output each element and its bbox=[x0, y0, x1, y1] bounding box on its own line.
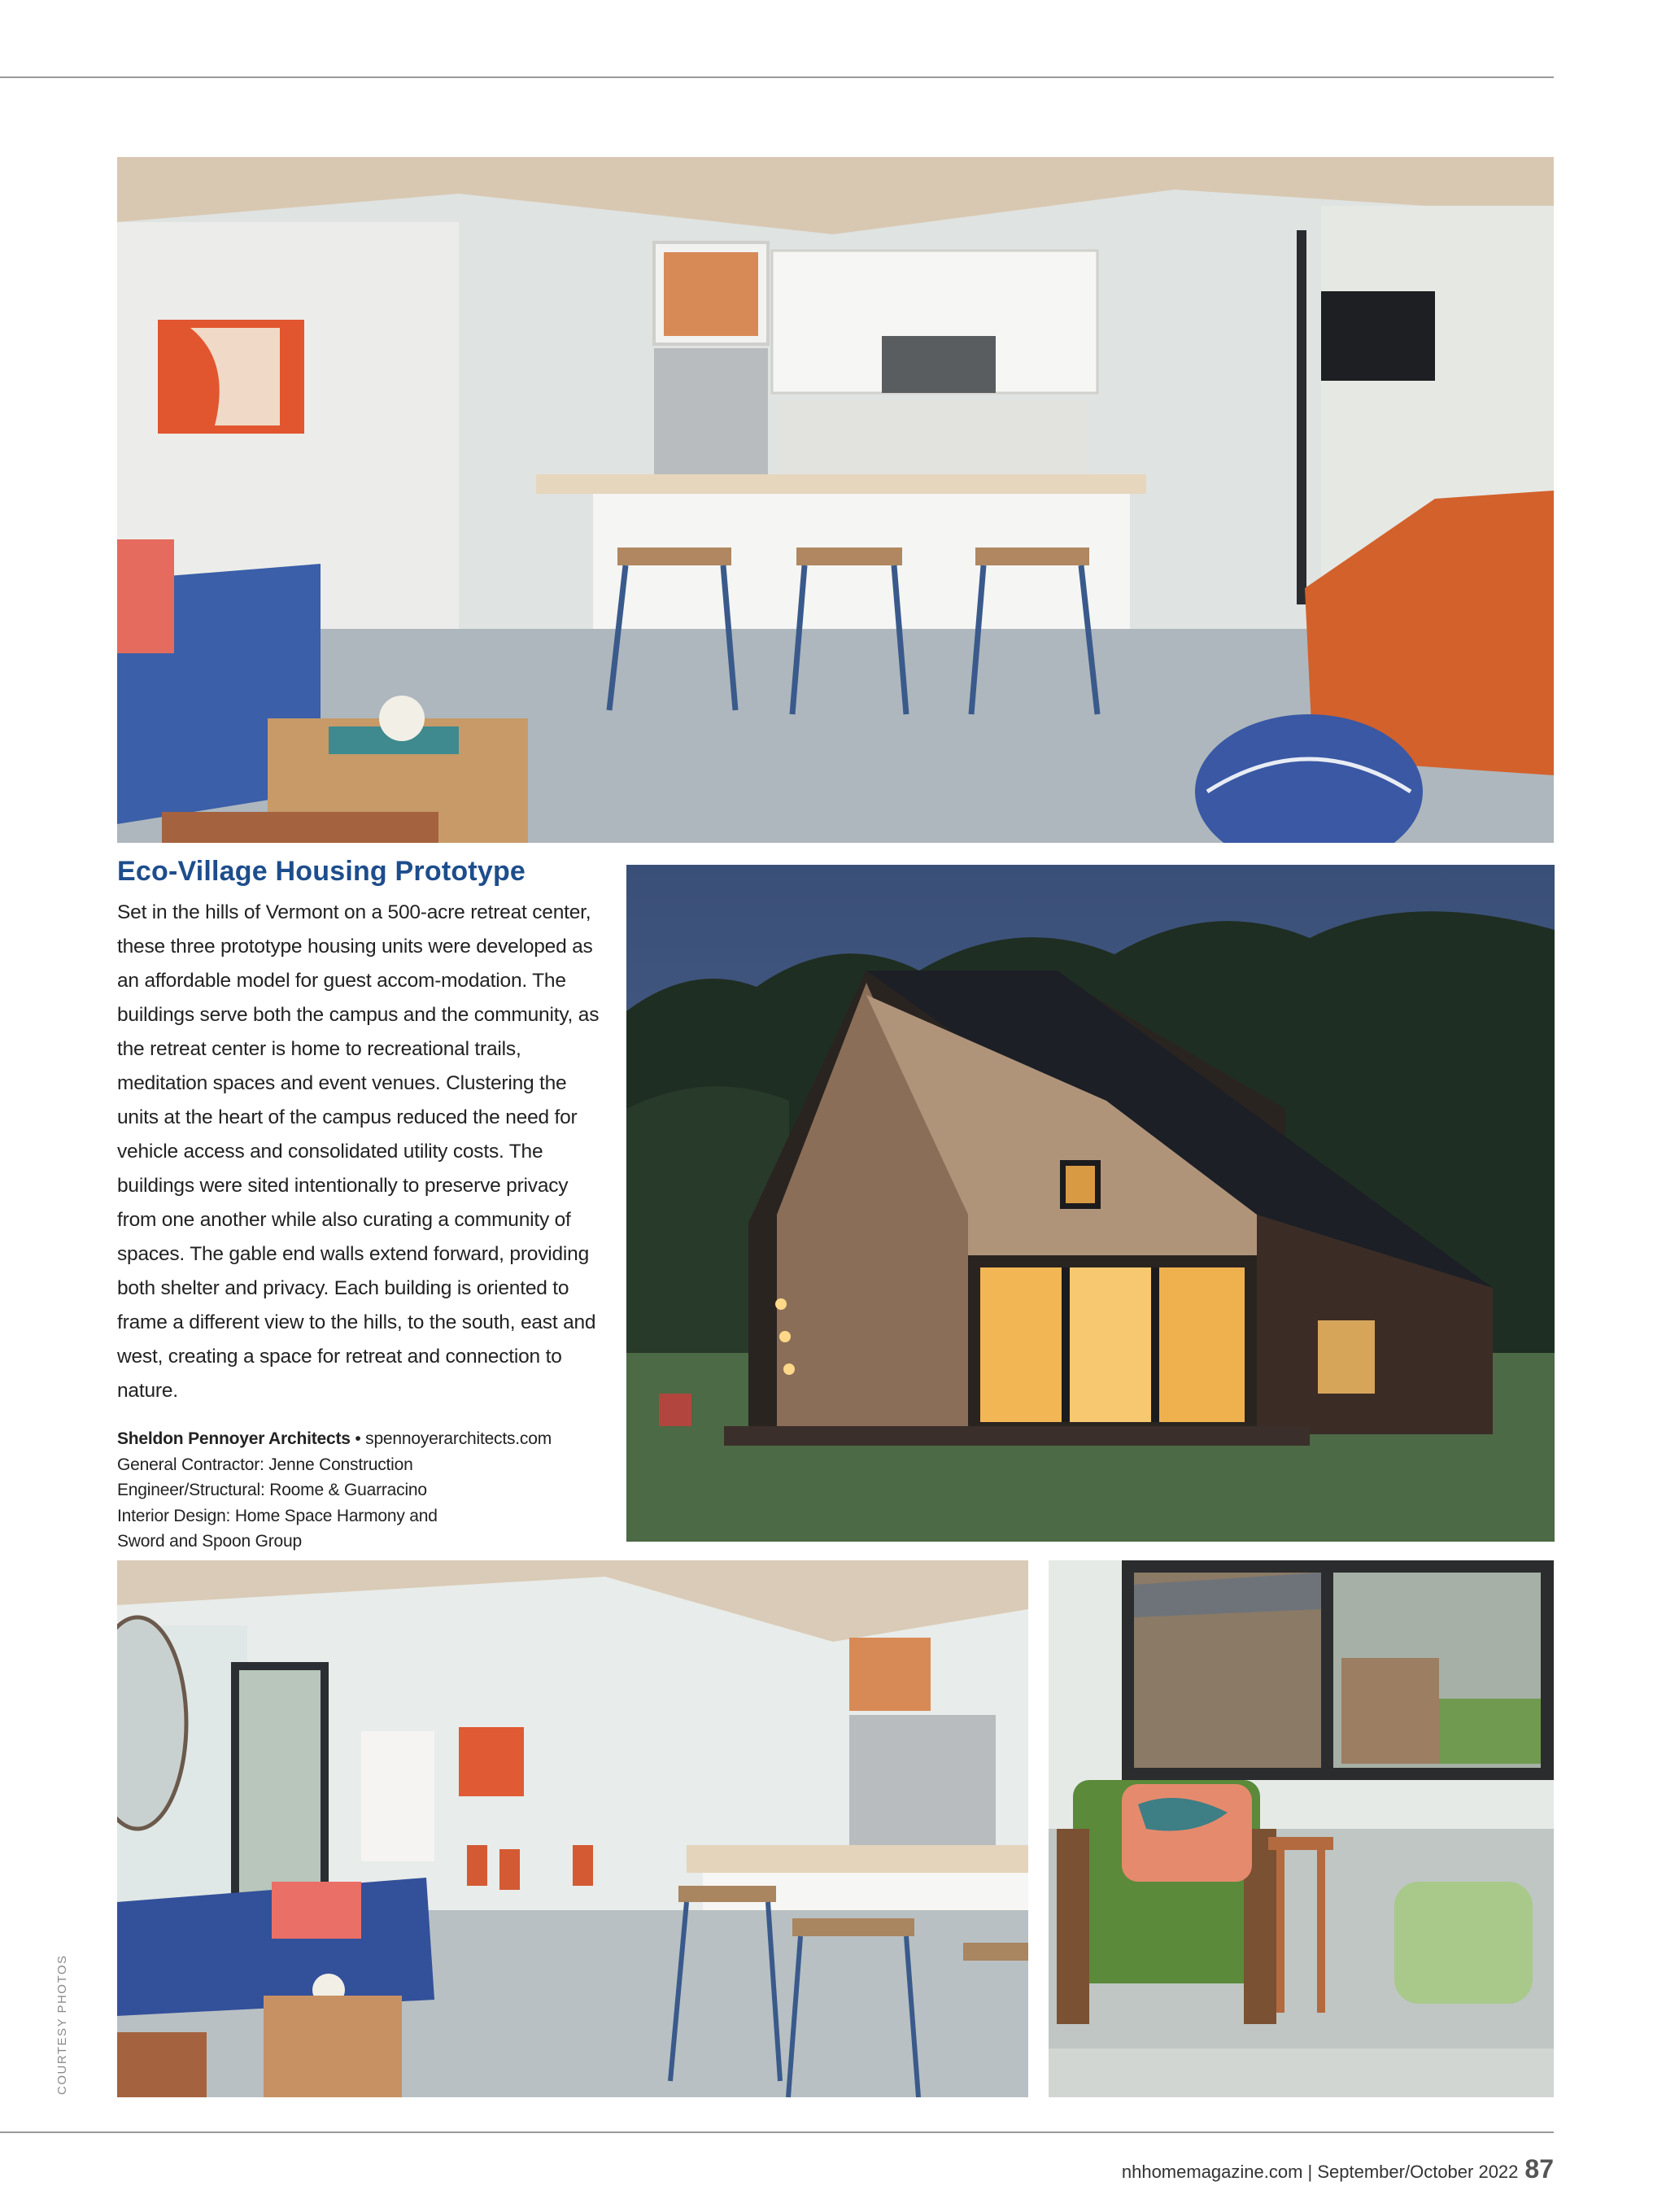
cabin-exterior-photo bbox=[626, 865, 1555, 1542]
page-folio bbox=[1122, 2154, 1554, 2184]
article-body: Set in the hills of Vermont on a 500-acre retreat center, these three prototype housing units were developed as an affordable model for guest accom-modation. The buildings serve both the campus and the community, as the retreat center is home to recreational trails, meditation spaces and event venues. Clustering the units at the heart of the campus reduced the need for vehicle access and consolidated utility costs. The buildings were sited intentionally to preserve privacy from one another while also curating a community of spaces. The gable end walls extend forward, providing both shelter and privacy. Each building is oriented to frame a different view to the hills, to the south, east and west, creating a space for retreat and connection to nature. bbox=[117, 901, 600, 1402]
credit-firm-name: Sheldon Pennoyer Architects bbox=[117, 1429, 351, 1448]
bottom-rule bbox=[0, 2131, 1554, 2133]
article-headline: Eco-Village Housing Prototype bbox=[117, 856, 526, 887]
credit-architect bbox=[117, 1426, 605, 1452]
article-credits bbox=[117, 1426, 605, 1555]
credit-engineer: Engineer/Structural: Roome & Guarracino bbox=[117, 1481, 427, 1499]
living-room-photo bbox=[117, 1560, 1028, 2097]
top-rule bbox=[0, 76, 1554, 78]
credit-separator: • bbox=[350, 1429, 366, 1448]
credit-interior-2: Sword and Spoon Group bbox=[117, 1532, 302, 1551]
photo-credit: COURTESY PHOTOS bbox=[55, 1954, 69, 2095]
reading-nook-photo bbox=[1049, 1560, 1554, 2097]
article bbox=[117, 856, 605, 1555]
credit-contractor: General Contractor: Jenne Construction bbox=[117, 1455, 413, 1474]
folio-site-issue: nhhomemagazine.com | September/October 2022 bbox=[1121, 2162, 1519, 2182]
kitchen-interior-photo bbox=[117, 157, 1554, 843]
credit-url: spennoyerarchitects.com bbox=[365, 1429, 552, 1448]
credit-interior-1: Interior Design: Home Space Harmony and bbox=[117, 1506, 438, 1525]
page-number: 87 bbox=[1524, 2154, 1554, 2184]
